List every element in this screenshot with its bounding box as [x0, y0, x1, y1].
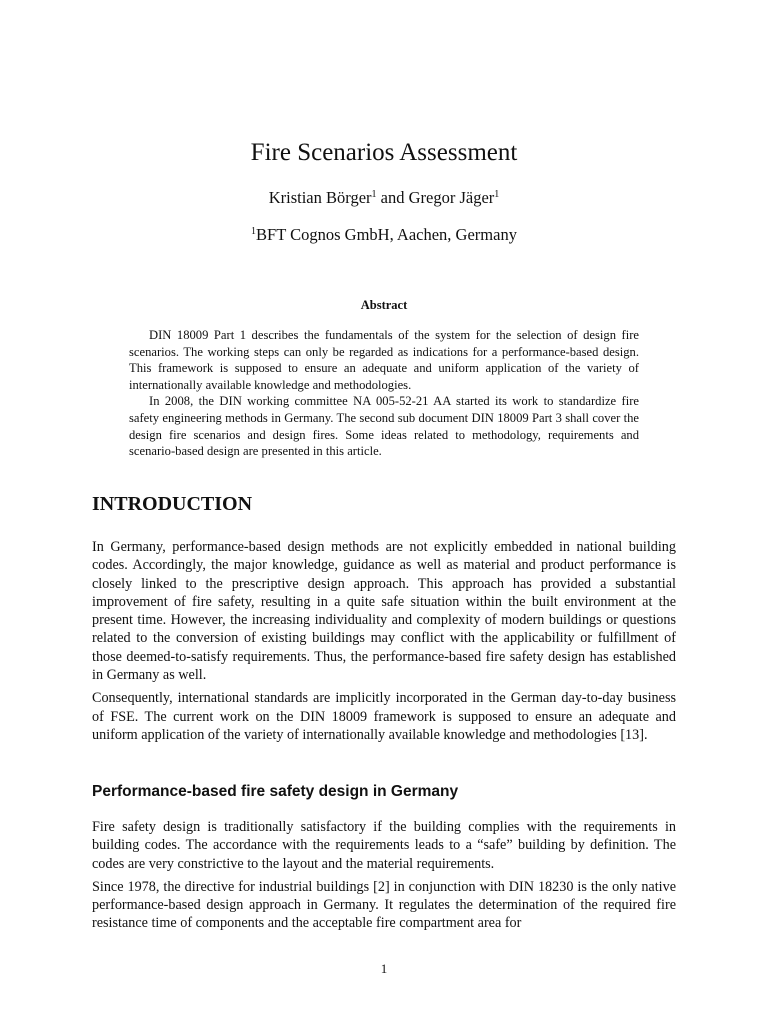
body-paragraph: Since 1978, the directive for industrial buildings [2] in conjunction with DIN 18230 is the only native performance-based design approach in Germany. It regulates the determination of the required fire resistance time of components and the acceptable fire compartment area for: [92, 878, 676, 932]
affiliation-text: BFT Cognos GmbH, Aachen, Germany: [256, 225, 517, 244]
abstract-paragraph: DIN 18009 Part 1 describes the fundamentals of the system for the selection of design fire scenarios. The working steps can only be regarded as indications for a performance-based design. This framework is supposed to ensure an adequate and uniform application of the variety of internationally available knowledge and methodologies.: [129, 328, 639, 392]
abstract-body: [129, 327, 639, 460]
affiliation-line: [0, 224, 768, 246]
abstract-heading: Abstract: [360, 298, 408, 312]
subsection-body: [92, 818, 676, 938]
paper-title: Fire Scenarios Assessment: [250, 139, 518, 166]
body-paragraph: In Germany, performance-based design methods are not explicitly embedded in national building codes. Accordingly, the major knowledge, guidance as well as material and product performance is closely linked to the prescriptive design approach. This approach has provided a substantial improvement of fire safety, resulting in a quite safe situation within the built environment at the present time. However, the increasing individuality and complexity of modern buildings or questions related to the conversion of existing buildings may conflict with the applicability or fulfillment of those deemed-to-satisfy requirements. Thus, the performance-based fire safety design has established in Germany as well.: [92, 539, 676, 684]
author-line: [0, 187, 768, 209]
body-paragraph: Consequently, international standards are implicitly incorporated in the German day-to-day business of FSE. The current work on the DIN 18009 framework is supposed to ensure an adequate and uniform application of the variety of internationally available knowledge and methodologies [13].: [92, 690, 676, 743]
body-paragraph: Fire safety design is traditionally satisfactory if the building complies with the requirements in building codes. The accordance with the requirements leads to a “safe” building by definition. The codes are very constrictive to the layout and the material requirements.: [92, 819, 676, 872]
affiliation-marker: 1: [494, 189, 500, 200]
abstract-paragraph: In 2008, the DIN working committee NA 005-52-21 AA started its work to standardize fire safety engineering methods in Germany. The second sub document DIN 18009 Part 3 shall cover the design fire scenarios and design fires. Some ideas related to methodology, requirements and scenario-based design are presented in this article.: [129, 394, 639, 459]
author-name: Kristian Börger: [268, 188, 372, 207]
section-heading-introduction: INTRODUCTION: [92, 493, 253, 515]
page-number: 1: [380, 961, 388, 976]
author-conjunction: and: [376, 188, 409, 207]
author-name: Gregor Jäger: [408, 188, 495, 207]
subsection-heading: Performance-based fire safety design in Germany: [92, 783, 459, 800]
affiliation-marker: 1: [251, 226, 257, 237]
introduction-body: [92, 538, 676, 749]
affiliation-marker: 1: [371, 189, 377, 200]
